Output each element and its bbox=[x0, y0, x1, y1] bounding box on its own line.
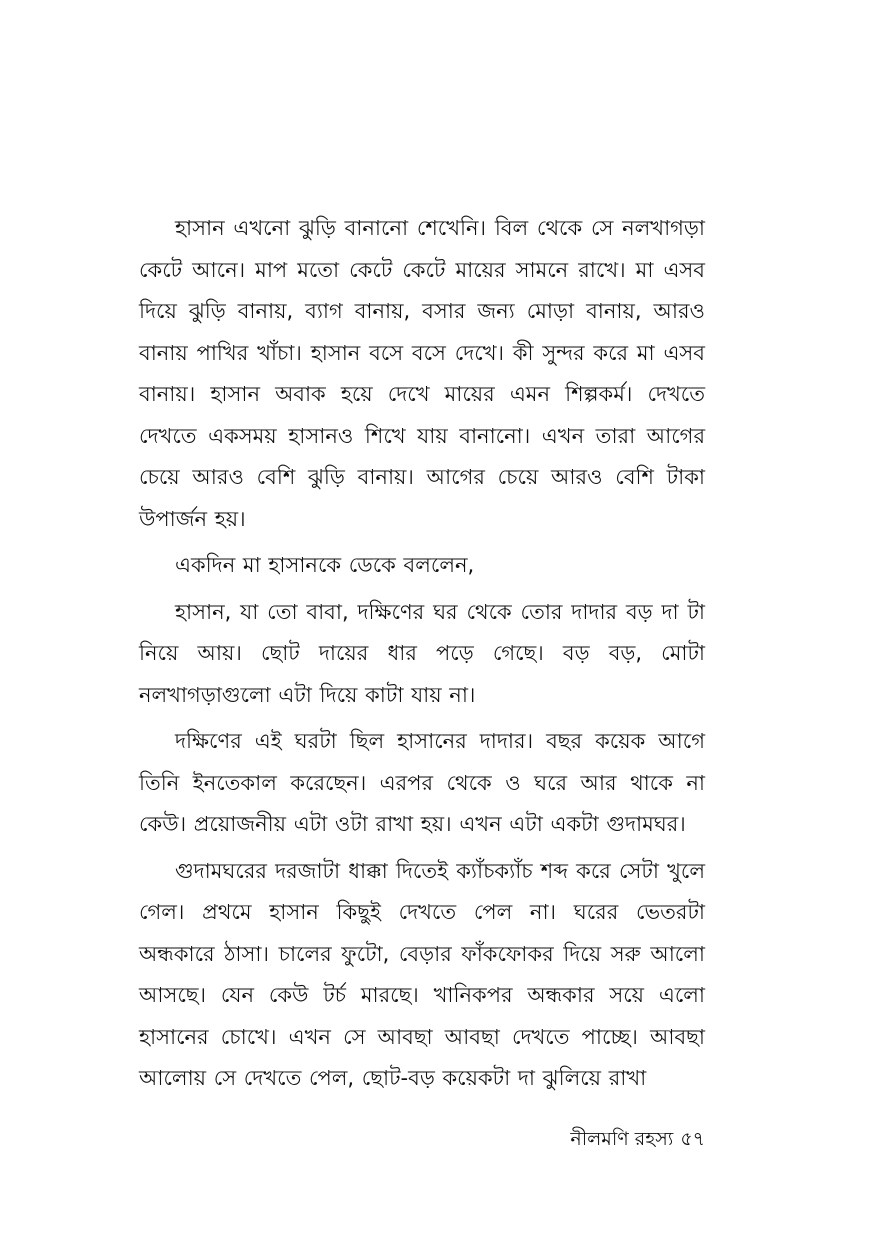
body-text bbox=[139, 208, 705, 1100]
paragraph-4: দক্ষিণের এই ঘরটা ছিল হাসানের দাদার। বছর কয়েক আগে তিনি ইনতেকাল করেছেন। এরপর থেকে ও ঘরে আর থাকে না কেউ। প্রয়োজনীয় এটা ওটা রাখা হয়। এখন এটা একটা গুদামঘর। bbox=[139, 729, 705, 836]
paragraph-1: হাসান এখনো ঝুড়ি বানানো শেখেনি। বিল থেকে সে নলখাগড়া কেটে আনে। মাপ মতো কেটে কেটে মায়ের সামনে রাখে। মা এসব দিয়ে ঝুড়ি বানায়, ব্যাগ বানায়, বসার জন্য মোড়া বানায়, আরও বানায় পাখির খাঁচা। হাসান বসে বসে দেখে। কী সুন্দর করে মা এসব বানায়। হাসান অবাক হয়ে দেখে মায়ের এমন শিল্পকর্ম। দেখতে দেখতে একসময় হাসানও শিখে যায় বানানো। এখন তারা আগের চেয়ে আরও বেশি ঝুড়ি বানায়। আগের চেয়ে আরও বেশি টাকা উপার্জন হয়। bbox=[139, 216, 705, 531]
page-number: ৫৭ bbox=[680, 1128, 705, 1150]
paragraph-3: হাসান, যা তো বাবা, দক্ষিণের ঘর থেকে তোর দাদার বড় দা টা নিয়ে আয়। ছোট দায়ের ধার পড়ে গেছে। বড় বড়, মোটা নলখাগড়াগুলো এটা দিয়ে কাটা যায় না। bbox=[139, 599, 705, 707]
book-title: নীলমণি রহস্য bbox=[570, 1128, 674, 1150]
page-footer bbox=[570, 1127, 705, 1151]
paragraph-5: গুদামঘরের দরজাটা ধাক্কা দিতেই ক্যাঁচক্যাঁচ শব্দ করে সেটা খুলে গেল। প্রথমে হাসান কিছুই দেখতে পেল না। ঘরের ভেতরটা অন্ধকারে ঠাসা। চালের ফুটো, বেড়ার ফাঁকফোকর দিয়ে সরু আলো আসছে। যেন কেউ টর্চ মারছে। খানিকপর অন্ধকার সয়ে এলো হাসানের চোখে। এখন সে আবছা আবছা দেখতে পাচ্ছে। আবছা আলোয় সে দেখতে পেল, ছোট-বড় কয়েকটা দা ঝুলিয়ে রাখা bbox=[139, 858, 705, 1090]
paragraph-2: একদিন মা হাসানকে ডেকে বললেন, bbox=[175, 553, 475, 577]
